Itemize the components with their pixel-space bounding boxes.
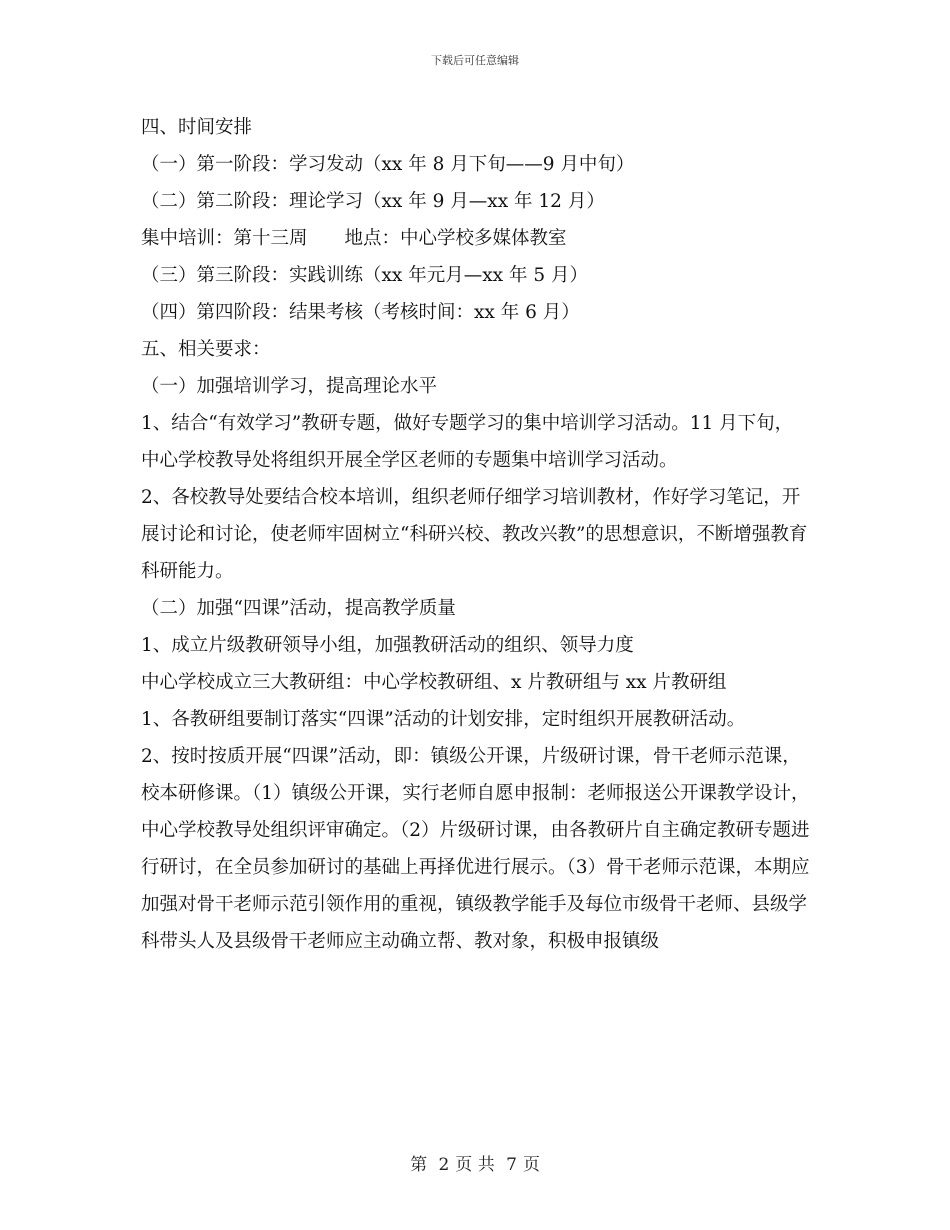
paragraph: 1、各教研组要制订落实“四课”活动的计划安排，定时组织开展教研活动。 [141, 709, 746, 730]
paragraph: 1、成立片级教研领导小组，加强教研活动的组织、领导力度 [141, 635, 634, 656]
stage-item-1: （一）第一阶段：学习发动（xx 年 8 月下旬——9 月中旬） [141, 154, 635, 175]
paragraph: 中心学校成立三大教研组：中心学校教研组、x 片教研组与 xx 片教研组 [141, 672, 727, 693]
footer-suffix: 页 [522, 1155, 540, 1175]
total-page-number: 7 [506, 1155, 517, 1175]
subsection-heading-training: （一）加强培训学习，提高理论水平 [141, 376, 438, 397]
paragraph: 2、各校教导处要结合校本培训，组织老师仔细学习培训教材，作好学习笔记，开展讨论和讨论，使老师牢固树立“科研兴校、教改兴教”的思想意识，不断增强教育科研能力。 [141, 487, 808, 582]
page-header-note: 下载后可任意编辑 [431, 54, 519, 67]
stage-item-2: （二）第二阶段：理论学习（xx 年 9 月—xx 年 12 月） [141, 191, 605, 212]
footer-prefix: 第 [410, 1155, 428, 1175]
document-body [141, 109, 811, 960]
stage-item-4: （四）第四阶段：结果考核（考核时间：xx 年 6 月） [141, 302, 580, 323]
current-page-number: 2 [438, 1155, 450, 1175]
training-note: 集中培训：第十三周 地点：中心学校多媒体教室 [141, 228, 567, 249]
section-heading-schedule: 四、时间安排 [141, 117, 253, 138]
page-number-footer [0, 1154, 950, 1176]
paragraph: 2、按时按质开展“四课”活动，即：镇级公开课，片级研讨课，骨干老师示范课，校本研修课。（1）镇级公开课，实行老师自愿申报制：老师报送公开课教学设计，中心学校教导处组织评审确定。（2）片级研讨课，由各教研片自主确定教研专题进行研讨，在全员参加研讨的基础上再择优进行展示。（3）骨干老师示范课，本期应加强对骨干老师示范引领作用的重视，镇级教学能手及每位市级骨干老师、县级学科带头人及县级骨干老师应主动确立帮、教对象，积极申报镇级 [141, 746, 810, 952]
subsection-heading-four-lessons: （二）加强“四课”活动，提高教学质量 [141, 598, 456, 619]
footer-middle: 页 共 [455, 1155, 495, 1175]
section-heading-requirements: 五、相关要求： [141, 339, 271, 360]
paragraph: 1、结合“有效学习”教研专题，做好专题学习的集中培训学习活动。11 月下旬，中心学校教导处将组织开展全学区老师的专题集中培训学习活动。 [141, 413, 794, 471]
stage-item-3: （三）第三阶段：实践训练（xx 年元月—xx 年 5 月） [141, 265, 589, 286]
